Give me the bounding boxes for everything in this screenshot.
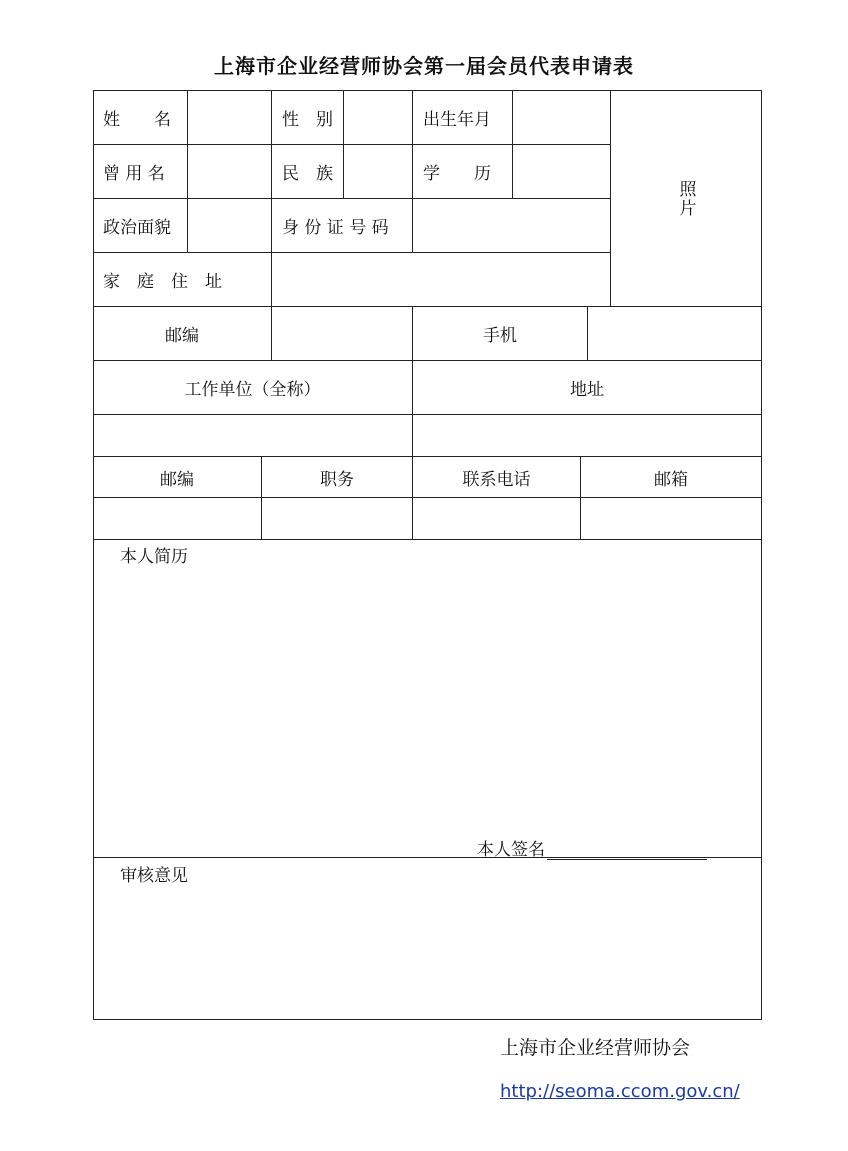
- postcode-label: 邮编: [165, 326, 199, 346]
- email-input[interactable]: [581, 498, 761, 539]
- work-postcode-input[interactable]: [93, 498, 261, 539]
- ethnicity-label: 民 族: [282, 164, 333, 184]
- mobile-input[interactable]: [588, 307, 761, 360]
- name-label: 姓 名: [103, 110, 171, 130]
- postcode-input[interactable]: [272, 307, 412, 360]
- former-name-label: 曾 用 名: [103, 164, 165, 184]
- name-input[interactable]: [188, 91, 271, 144]
- resume-label: 本人简历: [120, 547, 188, 567]
- workplace-input[interactable]: [93, 415, 412, 456]
- birth-label: 出生年月: [423, 110, 491, 130]
- photo-label: 照片: [675, 179, 696, 218]
- signature-line[interactable]: [547, 841, 707, 860]
- row-divider: [93, 539, 762, 540]
- address-label: 家 庭 住 址: [103, 272, 222, 292]
- email-label: 邮箱: [654, 469, 688, 490]
- organization-name: 上海市企业经营师协会: [500, 1037, 691, 1059]
- ethnicity-input[interactable]: [344, 145, 412, 198]
- work-address-label: 地址: [570, 380, 604, 400]
- address-input[interactable]: [272, 253, 610, 306]
- phone-label: 联系电话: [462, 469, 531, 490]
- review-input[interactable]: [93, 885, 761, 1019]
- former-name-input[interactable]: [188, 145, 271, 198]
- page-title: 上海市企业经营师协会第一届会员代表申请表: [214, 54, 634, 78]
- id-number-input[interactable]: [413, 199, 610, 252]
- gender-label: 性 别: [282, 110, 333, 130]
- political-input[interactable]: [188, 199, 271, 252]
- work-postcode-label: 邮编: [160, 469, 194, 490]
- gender-input[interactable]: [344, 91, 412, 144]
- signature-field: [477, 835, 707, 860]
- photo-box[interactable]: [611, 91, 761, 306]
- political-label: 政治面貌: [103, 218, 171, 238]
- mobile-label: 手机: [483, 326, 517, 346]
- position-label: 职务: [320, 469, 354, 490]
- id-number-label: 身 份 证 号 码: [282, 218, 389, 238]
- website-link[interactable]: http://seoma.ccom.gov.cn/: [500, 1081, 740, 1102]
- signature-label: 本人签名: [477, 840, 545, 860]
- work-address-input[interactable]: [413, 415, 761, 456]
- position-input[interactable]: [262, 498, 412, 539]
- resume-input[interactable]: [93, 565, 761, 827]
- education-input[interactable]: [513, 145, 610, 198]
- workplace-label: 工作单位（全称）: [184, 380, 321, 400]
- education-label: 学 历: [423, 164, 491, 184]
- review-label: 审核意见: [120, 866, 188, 886]
- birth-input[interactable]: [513, 91, 610, 144]
- phone-input[interactable]: [413, 498, 580, 539]
